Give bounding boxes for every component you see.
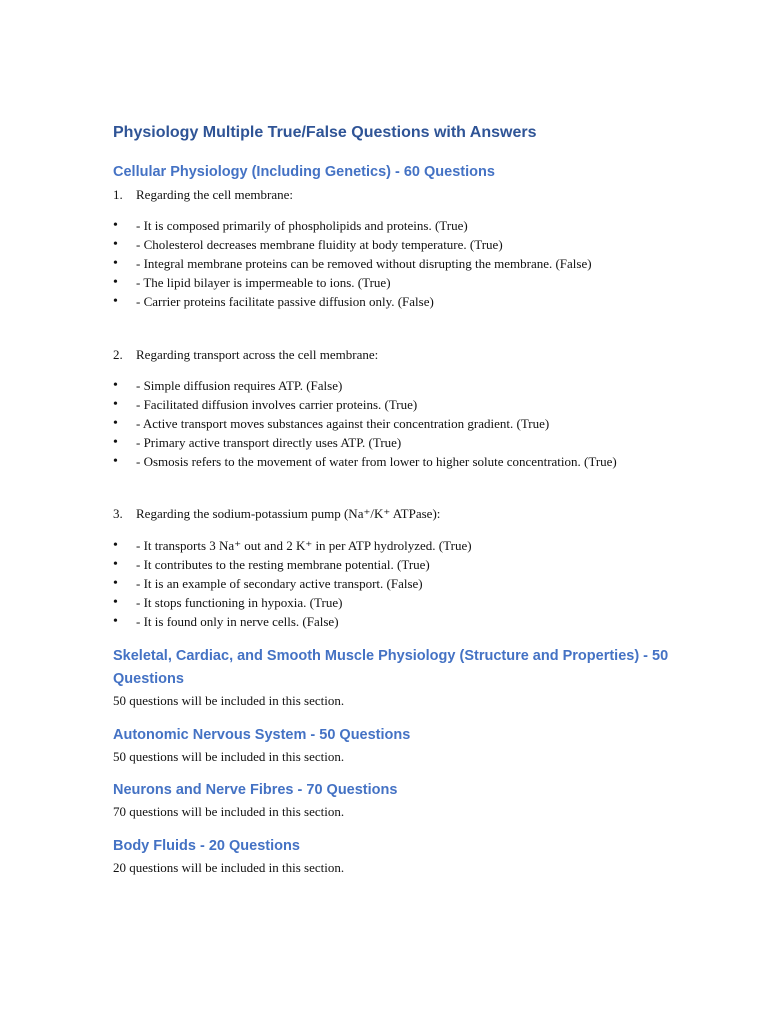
section-heading: Autonomic Nervous System - 50 Questions: [113, 727, 411, 743]
bullet-icon: •: [113, 538, 118, 553]
question-2: 2. Regarding transport across the cell membrane:: [113, 347, 379, 362]
bullet-icon: •: [113, 378, 118, 393]
bullet-icon: •: [113, 435, 118, 450]
list-item: • - Facilitated diffusion involves carrier proteins. (True): [113, 397, 418, 412]
bullet-icon: •: [113, 595, 118, 610]
bullet-icon: •: [113, 218, 118, 233]
section-heading: Neurons and Nerve Fibres - 70 Questions: [113, 782, 398, 798]
bullet-icon: •: [113, 454, 118, 469]
section-note: 70 questions will be included in this section.: [113, 804, 345, 819]
section-body-fluids: [113, 835, 673, 877]
section-heading: Body Fluids - 20 Questions: [113, 838, 300, 854]
question-stem: Regarding transport across the cell membrane:: [136, 347, 379, 362]
document-title: Physiology Multiple True/False Questions with Answers: [113, 124, 537, 141]
list-item: • - The lipid bilayer is impermeable to ions. (True): [113, 275, 391, 290]
bullet-icon: •: [113, 557, 118, 572]
list-item: • - Integral membrane proteins can be removed without disrupting the membrane. (False): [113, 256, 592, 271]
list-item: • - Active transport moves substances against their concentration gradient. (True): [113, 416, 550, 431]
list-item: • - Cholesterol decreases membrane fluidity at body temperature. (True): [113, 237, 503, 252]
list-item: • - Osmosis refers to the movement of water from lower to higher solute concentration. (True): [113, 454, 617, 469]
list-item: • - Simple diffusion requires ATP. (False): [113, 378, 343, 393]
question-1-options: [113, 216, 653, 311]
section-muscle: [113, 645, 673, 710]
question-stem: Regarding the sodium-potassium pump (Na⁺/K⁺ ATPase):: [136, 506, 441, 521]
bullet-icon: •: [113, 576, 118, 591]
bullet-icon: •: [113, 237, 118, 252]
list-item: • - Primary active transport directly uses ATP. (True): [113, 435, 402, 450]
question-stem: Regarding the cell membrane:: [136, 187, 294, 202]
list-item: • - It contributes to the resting membrane potential. (True): [113, 557, 430, 572]
section-autonomic: [113, 724, 673, 766]
question-1: 1. Regarding the cell membrane:: [113, 187, 294, 202]
bullet-icon: •: [113, 294, 118, 309]
section-neurons: [113, 779, 673, 821]
question-3: 3. Regarding the sodium-potassium pump (Na⁺/K⁺ ATPase):: [113, 506, 441, 521]
list-item: • - It is composed primarily of phospholipids and proteins. (True): [113, 218, 468, 233]
list-item: • - It stops functioning in hypoxia. (True): [113, 595, 343, 610]
bullet-icon: •: [113, 416, 118, 431]
section-note: 50 questions will be included in this section.: [113, 749, 345, 764]
section-heading-cellular: Cellular Physiology (Including Genetics) - 60 Questions: [113, 164, 495, 180]
list-item: • - It is found only in nerve cells. (False): [113, 614, 339, 629]
bullet-icon: •: [113, 275, 118, 290]
list-item: • - It transports 3 Na⁺ out and 2 K⁺ in per ATP hydrolyzed. (True): [113, 538, 472, 553]
question-3-options: [113, 536, 653, 631]
bullet-icon: •: [113, 256, 118, 271]
list-item: • - It is an example of secondary active transport. (False): [113, 576, 423, 591]
section-note: 20 questions will be included in this section.: [113, 860, 345, 875]
section-note: 50 questions will be included in this section.: [113, 693, 345, 708]
section-heading: Skeletal, Cardiac, and Smooth Muscle Physiology (Structure and Properties) - 50 Questions: [113, 648, 669, 687]
question-2-options: [113, 376, 653, 471]
bullet-icon: •: [113, 397, 118, 412]
bullet-icon: •: [113, 614, 118, 629]
list-item: • - Carrier proteins facilitate passive diffusion only. (False): [113, 294, 434, 309]
